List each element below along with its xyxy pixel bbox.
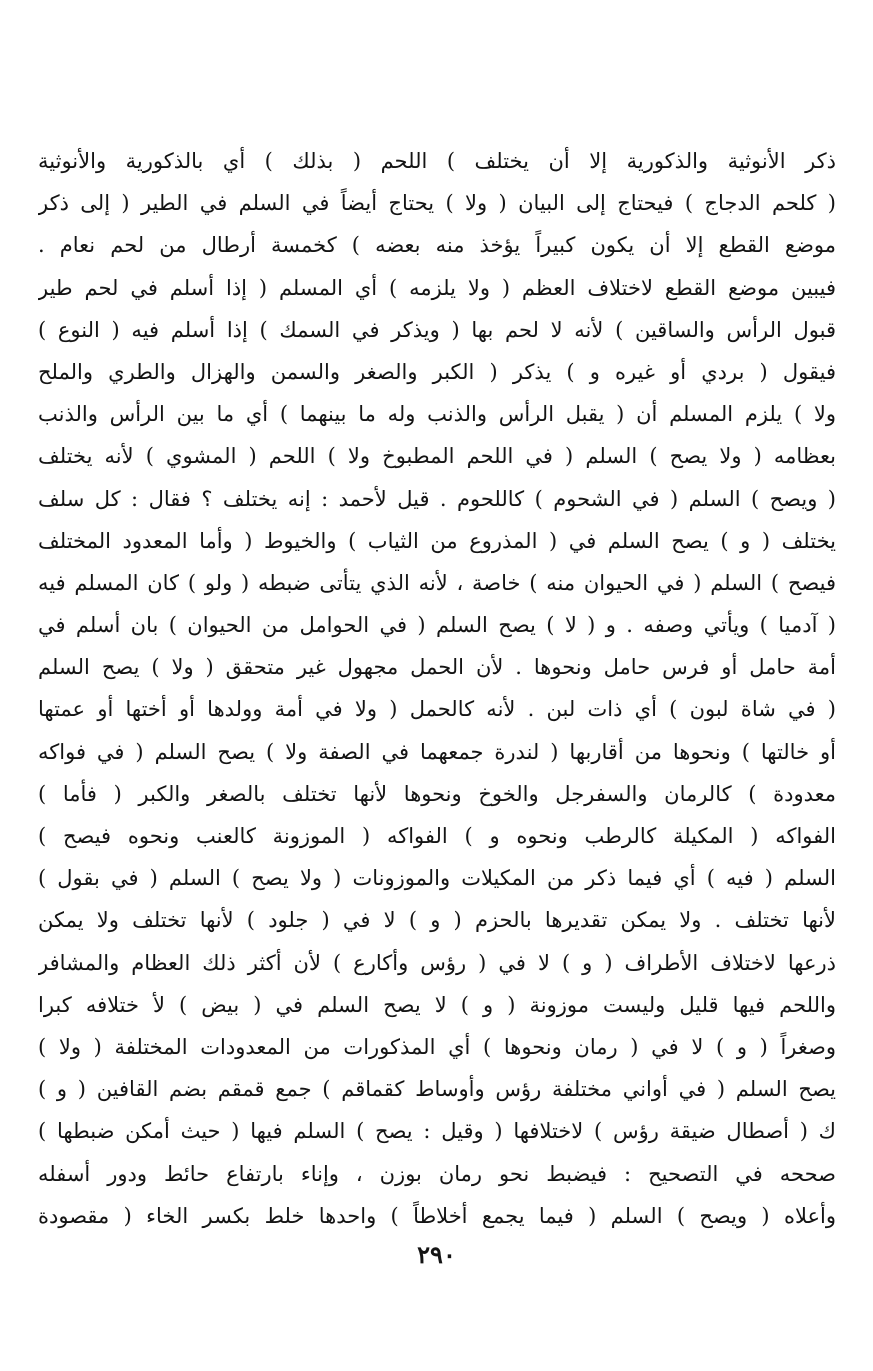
- text-line-17: الفواكه ( المكيلة كالرطب ونحوه و ) الفواكه ( الموزونة كالعنب ونحوه فيصح ): [38, 824, 836, 848]
- text-line-4: فيبين موضع القطع لاختلاف العظم ( ولا يلزمه ) أي المسلم ( إذا أسلم في لحم طير: [38, 275, 836, 300]
- text-line-1: ذكر الأنوثية والذكورية إلا أن يختلف ) اللحم ( بذلك ) أي بالذكورية والأنوثية: [38, 149, 836, 173]
- text-line-12: ( آدميا ) ويأتي وصفه . و ( لا ) يصح السلم ( في الحوامل من الحيوان ) بان أسلم في: [38, 613, 836, 638]
- text-line-10: يختلف ( و ) يصح السلم في ( المذروع من الثياب ) والخيوط ( وأما المعدود المختلف: [38, 528, 836, 553]
- text-line-2: ( كلحم الدجاج ) فيحتاج إلى البيان ( ولا ) يحتاج أيضاً في السلم في الطير ( إلى ذكر: [38, 191, 836, 216]
- text-line-16: معدودة ) كالرمان والسفرجل والخوخ ونحوها لأنها تختلف بالصغر والكبر ( فأما ): [38, 781, 836, 806]
- text-line-11: فيصح ) السلم ( في الحيوان منه ) خاصة ، لأنه الذي يتأتى ضبطه ( ولو ) كان المسلم فيه: [38, 570, 836, 595]
- text-line-21: واللحم فيها قليل وليست موزونة ( و ) لا يصح السلم في ( بيض ) لأ ختلافه كبرا: [38, 992, 836, 1017]
- text-line-20: ذرعها لاختلاف الأطراف ( و ) لا في ( رؤس وأكارع ) لأن أكثر ذلك العظام والمشافر: [38, 950, 836, 975]
- text-line-23: يصح السلم ( في أواني مختلفة رؤس وأوساط كقماقم ) جمع قمقم بضم القافين ( و ): [38, 1077, 836, 1102]
- page-number: ٢٩٠: [417, 1240, 456, 1269]
- text-line-3: موضع القطع إلا أن يكون كبيراً يؤخذ منه بعضه ) كخمسة أرطال من لحم نعام .: [38, 233, 836, 258]
- text-line-15: أو خالتها ) ونحوها من أقاربها ( لندرة جمعهما في الصفة ولا ) يصح السلم ( في فواكه: [38, 739, 836, 764]
- text-line-18: السلم ( فيه ) أي فيما ذكر من المكيلات والموزونات ( ولا يصح ) السلم ( في بقول ): [38, 866, 836, 891]
- text-line-5: قبول الرأس والساقين ) لأنه لا لحم بها ( ويذكر في السمك ) إذا أسلم فيه ( النوع ): [38, 317, 836, 342]
- text-line-25: صححه في التصحيح : فيضبط نحو رمان بوزن ، وإناء بارتفاع حائط ودور أسفله: [38, 1161, 836, 1186]
- text-line-24: ك ( أصطال ضيقة رؤس ) لاختلافها ( وقيل : يصح ) السلم فيها ( حيث أمكن ضبطها ): [38, 1119, 836, 1144]
- text-line-22: وصغراً ( و ) لا في ( رمان ونحوها ) أي المذكورات من المعدودات المختلفة ( ولا ): [38, 1034, 836, 1059]
- body-text: [38, 140, 836, 1237]
- text-line-6: فيقول ( بردي أو غيره و ) يذكر ( الكبر والصغر والسمن والهزال والطري والملح: [38, 359, 836, 384]
- text-line-8: بعظامه ( ولا يصح ) السلم ( في اللحم المطبوخ ولا ) اللحم ( المشوي ) لأنه يختلف: [38, 444, 836, 469]
- text-line-14: ( في شاة لبون ) أي ذات لبن . لأنه كالحمل ( ولا في أمة وولدها أو أختها أو عمتها: [38, 697, 836, 722]
- text-line-19: لأنها تختلف . ولا يمكن تقديرها بالحزم ( و ) لا في ( جلود ) لأنها تختلف ولا يمكن: [38, 908, 836, 933]
- text-line-9: ( ويصح ) السلم ( في الشحوم ) كاللحوم . قيل لأحمد : إنه يختلف ؟ فقال : كل سلف: [38, 486, 836, 511]
- text-line-26: وأعلاه ( ويصح ) السلم ( فيما يجمع أخلاطاً ) واحدها خلط بكسر الخاء ( مقصودة: [38, 1203, 836, 1228]
- text-line-7: ولا ) يلزم المسلم أن ( يقبل الرأس والذنب وله ما بينهما ) أي ما بين الرأس والذنب: [38, 402, 836, 427]
- text-line-13: أمة حامل أو فرس حامل ونحوها . لأن الحمل مجهول غير متحقق ( ولا ) يصح السلم: [38, 655, 836, 680]
